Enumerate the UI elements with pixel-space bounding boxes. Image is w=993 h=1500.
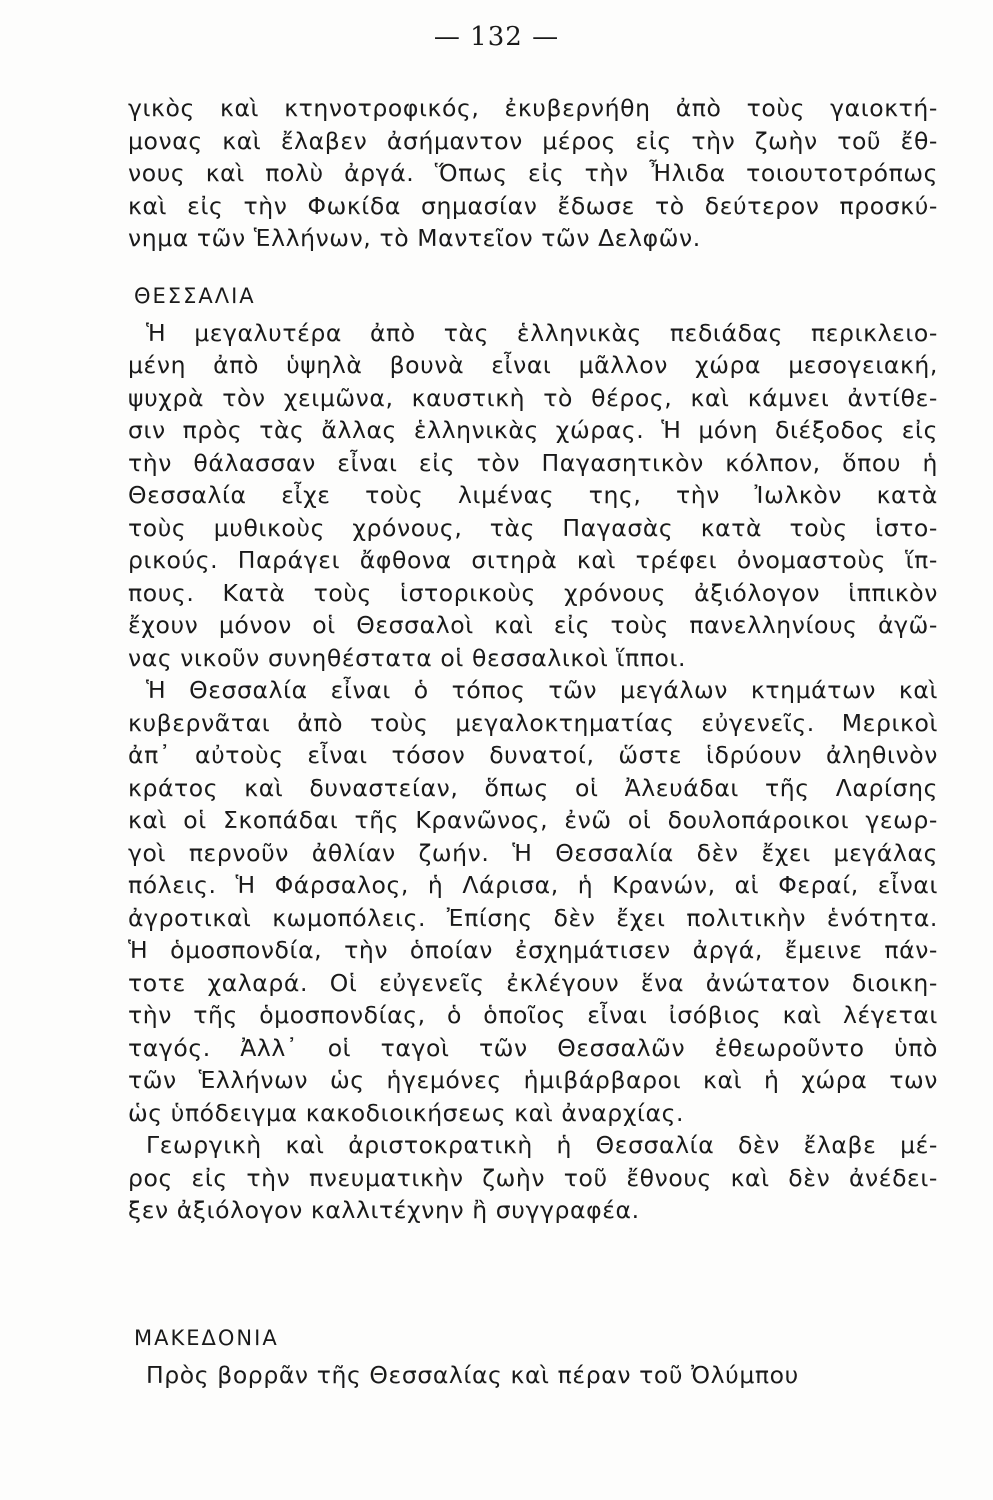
text-line: νας νικοῦν συνηθέστατα οἱ θεσσαλικοὶ ἵπποι.	[128, 643, 687, 672]
text-line: τὴν θάλασσαν εἶναι εἰς τὸν Παγασητικὸν κόλπον, ὅπου ἡ	[128, 448, 938, 477]
text-line: τὴν τῆς ὁμοσπονδίας, ὁ ὁποῖος εἶναι ἰσόβιος καὶ λέγεται	[128, 1001, 938, 1029]
text-line: καὶ οἱ Σκοπάδαι τῆς Κρανῶνος, ἐνῶ οἱ δουλοπάροικοι γεωρ-	[128, 806, 938, 834]
thessalia-paragraph-2	[128, 674, 938, 1129]
text-line: ὡς ὑπόδειγμα κακοδιοικήσεως καὶ ἀναρχίας.	[128, 1098, 685, 1127]
thessalia-paragraph-3	[128, 1129, 938, 1227]
text-line: γοὶ περνοῦν ἀθλίαν ζωήν. Ἡ Θεσσαλία δὲν ἔχει μεγάλας	[128, 838, 938, 867]
text-line: σιν πρὸς τὰς ἄλλας ἑλληνικὰς χώρας. Ἡ μόνη διέξοδος εἰς	[128, 416, 938, 444]
text-line: Πρὸς βορρᾶν τῆς Θεσσαλίας καὶ πέραν τοῦ Ὀλύμπου	[146, 1360, 799, 1389]
text-line: ἀγροτικαὶ κωμοπόλεις. Ἐπίσης δὲν ἔχει πολιτικὴν ἑνότητα.	[128, 903, 938, 932]
text-line: τοὺς μυθικοὺς χρόνους, τὰς Παγασὰς κατὰ τοὺς ἱστο-	[128, 513, 938, 542]
text-line: Γεωργικὴ καὶ ἀριστοκρατικὴ ἡ Θεσσαλία δὲν ἔλαβε μέ-	[146, 1131, 938, 1159]
text-line: κράτος καὶ δυναστείαν, ὅπως οἱ Ἀλευάδαι τῆς Λαρίσης	[128, 773, 938, 802]
text-line: τοτε χαλαρά. Οἱ εὐγενεῖς ἐκλέγουν ἕνα ἀνώτατον διοικη-	[128, 968, 938, 997]
text-line: ξεν ἀξιόλογον καλλιτέχνην ἢ συγγραφέα.	[128, 1196, 640, 1224]
text-line: νημα τῶν Ἑλλήνων, τὸ Μαντεῖον τῶν Δελφῶν.	[128, 224, 701, 252]
text-line: γικὸς καὶ κτηνοτροφικός, ἐκυβερνήθη ἀπὸ τοὺς γαιοκτή-	[128, 94, 938, 122]
text-line: πόλεις. Ἡ Φάρσαλος, ἡ Λάρισα, ἡ Κρανών, αἱ Φεραί, εἶναι	[128, 871, 938, 899]
section-heading-makedonia: ΜΑΚΕΔΟΝΙΑ	[134, 1326, 279, 1350]
text-line: τῶν Ἑλλήνων ὡς ἡγεμόνες ἡμιβάρβαροι καὶ ἡ χώρα των	[128, 1066, 938, 1094]
text-line: πους. Κατὰ τοὺς ἱστορικοὺς χρόνους ἀξιόλογον ἱππικὸν	[128, 578, 938, 607]
text-line: Θεσσαλία εἶχε τοὺς λιμένας της, τὴν Ἰωλκὸν κατὰ	[128, 481, 938, 509]
text-line: Ἡ Θεσσαλία εἶναι ὁ τόπος τῶν μεγάλων κτημάτων καὶ	[146, 676, 938, 704]
thessalia-section	[128, 272, 938, 1227]
text-line: ρικούς. Παράγει ἄφθονα σιτηρὰ καὶ τρέφει ὀνομαστοὺς ἵπ-	[128, 546, 938, 574]
page-number: — 132 —	[433, 22, 560, 52]
text-line: μένη ἀπὸ ὑψηλὰ βουνὰ εἶναι μᾶλλον χώρα μεσογειακή,	[128, 351, 938, 379]
section-heading-thessalia: ΘΕΣΣΑΛΙΑ	[134, 284, 256, 308]
text-line: ἀπ᾽ αὐτοὺς εἶναι τόσον δυνατοί, ὥστε ἱδρύουν ἀληθινὸν	[128, 741, 938, 769]
text-line: κυβερνᾶται ἀπὸ τοὺς μεγαλοκτηματίας εὐγενεῖς. Μερικοὶ	[128, 708, 938, 737]
text-line: Ἡ ὁμοσπονδία, τὴν ὁποίαν ἐσχημάτισεν ἀργά, ἔμεινε πάν-	[128, 936, 938, 964]
text-line: ρος εἰς τὴν πνευματικὴν ζωὴν τοῦ ἔθνους καὶ δὲν ἀνέδει-	[128, 1163, 938, 1192]
makedonia-section	[128, 1314, 938, 1391]
text-line: ψυχρὰ τὸν χειμῶνα, καυστικὴ τὸ θέρος, καὶ κάμνει ἀντίθε-	[128, 383, 938, 412]
thessalia-paragraph-1	[128, 317, 938, 675]
intro-paragraph	[128, 92, 938, 255]
text-line: καὶ εἰς τὴν Φωκίδα σημασίαν ἔδωσε τὸ δεύτερον προσκύ-	[128, 191, 938, 220]
text-line: νους καὶ πολὺ ἀργά. Ὅπως εἰς τὴν Ἦλιδα τοιουτοτρόπως	[128, 159, 938, 187]
text-line: Ἡ μεγαλυτέρα ἀπὸ τὰς ἑλληνικὰς πεδιάδας περικλειο-	[146, 318, 938, 347]
text-line: ἔχουν μόνον οἱ Θεσσαλοὶ καὶ εἰς τοὺς πανελληνίους ἀγῶ-	[128, 611, 938, 639]
text-line: ταγός. Ἀλλ᾽ οἱ ταγοὶ τῶν Θεσσαλῶν ἐθεωροῦντο ὑπὸ	[128, 1033, 938, 1062]
text-line: μονας καὶ ἔλαβεν ἀσήμαντον μέρος εἰς τὴν ζωὴν τοῦ ἔθ-	[128, 126, 938, 155]
